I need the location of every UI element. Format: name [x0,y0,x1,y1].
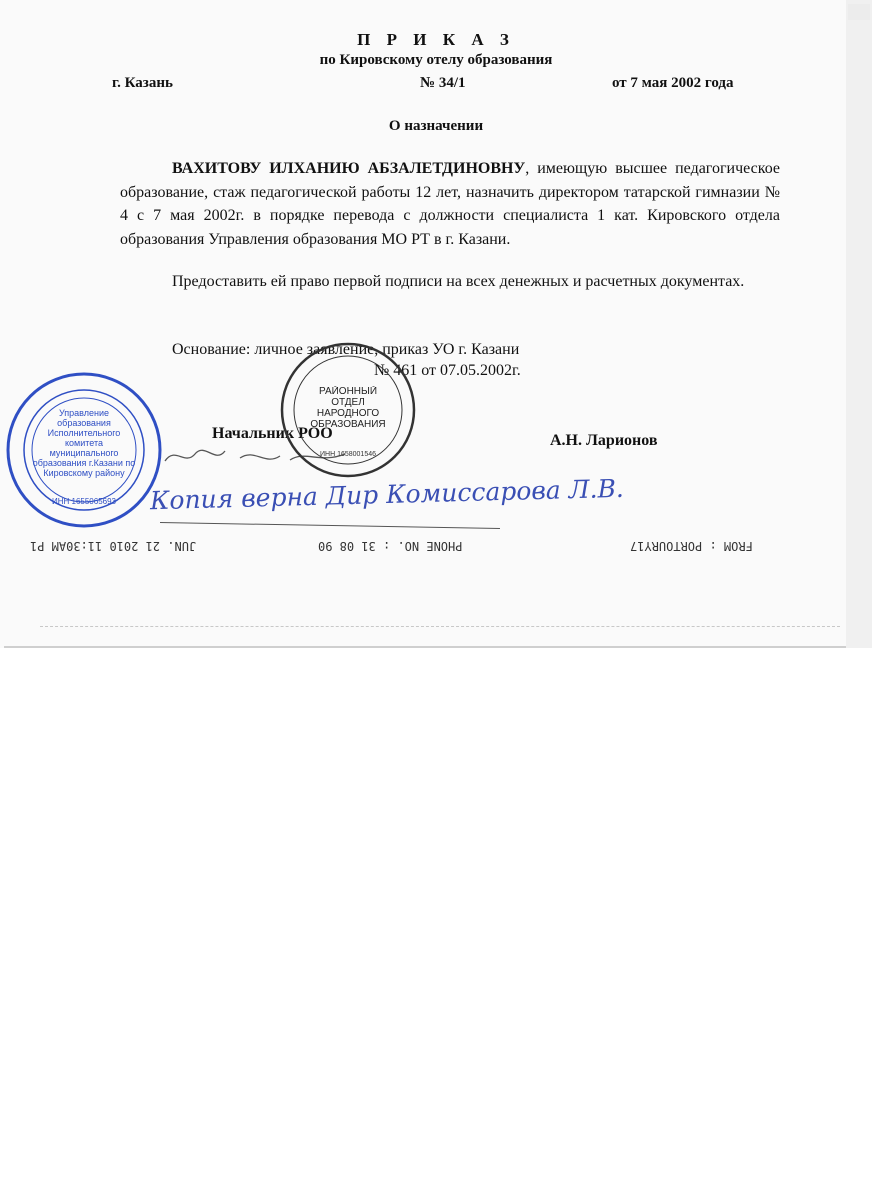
fax-timestamp: JUN. 21 2010 11:30AM P1 [30,539,197,553]
paragraph-1-text: , имеющую высшее педагогическое образование, стаж педагогической работы 12 лет, назначить директором татарской гимназии № 4 с 7 мая 2002г. в порядке перевода с должности специалиста 1 кат. Кировского отдела образования Управления образования МО РТ в г. Казани. [120,160,781,248]
basis-line-2: № 461 от 07.05.2002г. [374,362,521,379]
document-date: от 7 мая 2002 года [612,75,734,91]
document-city: г. Казань [112,75,173,91]
round-seal-left [4,370,164,530]
order-paragraph-1 [120,157,780,251]
chief-title: Начальник РОО [212,425,333,442]
left-seal-inn: ИНН 1655065693 [51,497,117,506]
order-heading: О назначении [388,118,484,134]
chief-name: А.Н. Ларионов [550,432,658,449]
fold-line [40,626,840,627]
document-title: П Р И К А З [357,30,515,49]
right-seal-text: РАЙОННЫЙ ОТДЕЛ НАРОДНОГО ОБРАЗОВАНИЯ [310,386,386,430]
right-seal-inn: ИНН 1658001546 [319,451,377,458]
copy-certification: Копия верна Дир Комиссарова Л.В. [149,473,625,516]
fax-phone: PHONE NO. : 31 08 90 [318,539,463,553]
basis-line-1: Основание: личное заявление, приказ УО г. Казани [172,341,520,358]
left-seal-text: Управление образования Исполнительного комитета муниципального образования г.Казани по Кировскому району [32,408,136,478]
order-paragraph-2: Предоставить ей право первой подписи на всех денежных и расчетных документах. [172,273,745,290]
round-seal-right [268,340,428,480]
document-number: № 34/1 [420,75,466,91]
fax-from: FROM : PORTOURY17 [630,539,753,553]
scan-edge [846,0,872,648]
scan-corner [848,4,870,20]
sheet-bottom-edge [4,646,846,648]
document-subtitle: по Кировскому отелу образования [319,52,553,68]
appointee-name: ВАХИТОВУ ИЛХАНИЮ АБЗАЛЕТДИНОВНУ [172,160,526,177]
